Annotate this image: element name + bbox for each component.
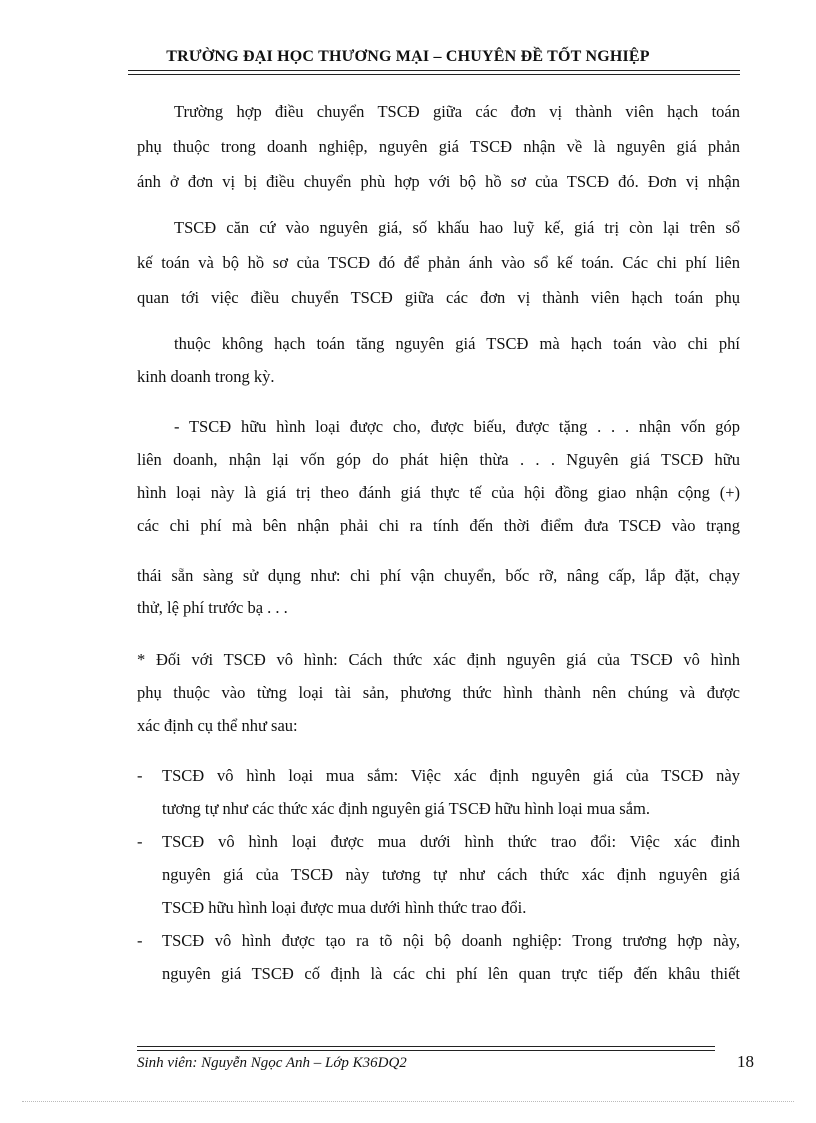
para4-line1: - TSCĐ hữu hình loại được cho, được biếu, được tặng . . . nhận vốn góp: [174, 417, 740, 436]
list-item1-line2: tương tự như các thức xác định nguyên giá TSCĐ hữu hình loại mua sắm.: [162, 799, 651, 818]
para3-line1: thuộc không hạch toán tăng nguyên giá TSCĐ mà hạch toán vào chi phí: [174, 334, 740, 353]
list-item2-line1: TSCĐ vô hình loại được mua dưới hình thức trao đổi: Việc xác đinh: [162, 832, 740, 851]
list-item3-line2: nguyên giá TSCĐ cố định là các chi phí lên quan trực tiếp đến khâu thiết: [162, 964, 740, 983]
footer-rule-bottom: [137, 1050, 715, 1051]
page-bottom-divider: [22, 1101, 794, 1102]
para4-line4: các chi phí mà bên nhận phải chi ra tính đến thời điểm đưa TSCĐ vào trạng: [137, 516, 740, 535]
list-item1-line1: TSCĐ vô hình loại mua sắm: Việc xác định nguyên giá của TSCĐ này: [162, 766, 740, 785]
para4-line2: liên doanh, nhận lại vốn góp do phát hiện thừa . . . Nguyên giá TSCĐ hữu: [137, 450, 740, 469]
para1-line2: phụ thuộc trong doanh nghiệp, nguyên giá TSCĐ nhận về là nguyên giá phản: [137, 137, 740, 156]
page-number: 18: [737, 1052, 754, 1071]
para5-line1: thái sẵn sàng sử dụng như: chi phí vận chuyển, bốc rỡ, nâng cấp, lắp đặt, chạy: [137, 566, 740, 585]
para4-line3: hình loại này là giá trị theo đánh giá thực tế của hội đồng giao nhận cộng (+): [137, 483, 740, 502]
para6-line2: phụ thuộc vào từng loại tài sản, phương thức hình thành nên chúng và được: [137, 683, 740, 702]
page-header-title: TRƯỜNG ĐẠI HỌC THƯƠNG MẠI – CHUYÊN ĐỀ TỐT NGHIỆP: [166, 48, 650, 65]
para2-line2: kế toán và bộ hồ sơ của TSCĐ đó để phản ánh vào sổ kế toán. Các chi phí liên: [137, 253, 740, 272]
footer-student-info: Sinh viên: Nguyễn Ngọc Anh – Lớp K36DQ2: [137, 1055, 407, 1071]
footer-rule-top: [137, 1046, 715, 1047]
list-bullet: -: [137, 832, 143, 851]
header-rule-bottom: [128, 74, 740, 75]
header-rule-top: [128, 70, 740, 71]
list-bullet: -: [137, 931, 143, 950]
para1-line1: Trường hợp điều chuyển TSCĐ giữa các đơn vị thành viên hạch toán: [174, 102, 740, 121]
list-item2-line3: TSCĐ hữu hình loại được mua dưới hình thức trao đổi.: [162, 898, 527, 917]
list-item3-line1: TSCĐ vô hình được tạo ra tõ nội bộ doanh nghiệp: Trong trương hợp này,: [162, 931, 740, 950]
para2-line3: quan tới việc điều chuyển TSCĐ giữa các đơn vị thành viên hạch toán phụ: [137, 288, 740, 307]
list-bullet: -: [137, 766, 143, 785]
para6-line1: * Đối với TSCĐ vô hình: Cách thức xác định nguyên giá của TSCĐ vô hình: [137, 650, 740, 669]
para5-line2: thử, lệ phí trước bạ . . .: [137, 598, 288, 617]
para3-line2: kinh doanh trong kỳ.: [137, 367, 275, 386]
para1-line3: ánh ở đơn vị bị điều chuyển phù hợp với bộ hồ sơ của TSCĐ đó. Đơn vị nhận: [137, 172, 740, 191]
para6-line3: xác định cụ thể như sau:: [137, 716, 298, 735]
list-item2-line2: nguyên giá của TSCĐ này tương tự như cách thức xác định nguyên giá: [162, 865, 740, 884]
para2-line1: TSCĐ căn cứ vào nguyên giá, số khấu hao luỹ kế, giá trị còn lại trên sổ: [174, 218, 740, 237]
